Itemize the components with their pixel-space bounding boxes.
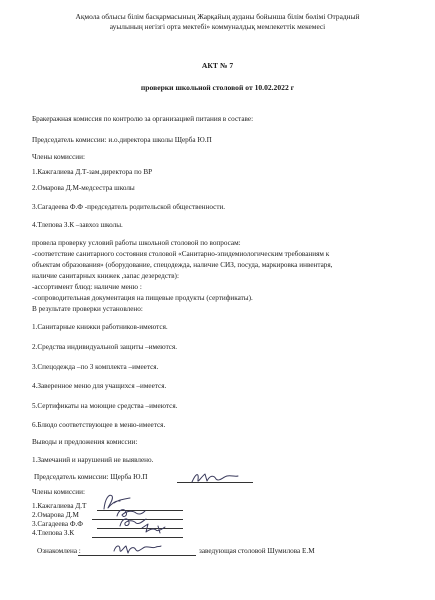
header-line-1: Ақмола облысы білім басқармасының Жарқайың ауданы бойынша білім бөлімі Отрадный xyxy=(75,12,360,21)
chairman-signature-image xyxy=(190,470,240,486)
acquainted-signature-image xyxy=(112,541,162,557)
finding-4: 4.Заверенное меню для учащихся –имеется. xyxy=(32,382,167,390)
member-1: 1.Кажгалиева Д.Т-зам.директора по ВР xyxy=(32,168,153,176)
check-line-3: объектам образования» (оборудование, спецодежда, наличие СИЗ, посуда, маркировка инвентаря, xyxy=(32,261,333,269)
check-line-1: провела проверку условий работы школьной столовой по вопросам: xyxy=(32,239,241,247)
finding-5: 5.Сертификаты на моющие средства –имеются. xyxy=(32,402,178,410)
member-4: 4.Тлепова З.К –завхоз школы. xyxy=(32,221,123,229)
intro-text: Бракеражная комиссия по контролю за организацией питания в составе: xyxy=(32,115,254,123)
signature-member-1-label: 1.Кажгалиева Д.Т xyxy=(32,502,87,510)
chairman-line: Председатель комиссии: и.о.директора школы Щерба Ю.П xyxy=(32,136,212,144)
act-subject: проверки школьной столовой от 10.02.2022 г xyxy=(140,83,295,92)
check-line-4: наличие санитарных книжек ,запас дезередств): xyxy=(32,272,179,280)
members-heading: Члены комиссии: xyxy=(32,153,85,161)
finding-2: 2.Средства индивидуальной защиты –имеются. xyxy=(32,343,178,351)
member-3: 3.Сагадеева Ф.Ф -председатель родительской общественности. xyxy=(32,203,226,211)
member-2: 2.Омарова Д.М-медсестра школы xyxy=(32,184,135,192)
header-line-2: ауылының негізгі орта мектебі» коммуналдық мемлекеттік мекемесі xyxy=(109,22,326,31)
signatures-members-heading: Члены комиссии: xyxy=(32,488,85,496)
check-line-5: -ассортимент блюд: наличие меню : xyxy=(32,283,142,291)
acquainted-person: заведующая столовой Шумилова Е.М xyxy=(199,547,315,555)
chairman-signature-label: Председатель комиссии: Щерба Ю.П xyxy=(34,473,148,481)
act-number: АКТ № 7 xyxy=(201,61,234,70)
finding-3: 3.Спецодежда –по 3 комплекта –имеется. xyxy=(32,363,159,371)
check-line-6: -сопроводительная документация на пищевые продукты (сертификаты). xyxy=(32,294,253,302)
check-line-7: В результате проверки установлено: xyxy=(32,305,143,313)
signature-member-4-image xyxy=(140,520,170,536)
signature-member-4-label: 4.Тлепова З.К xyxy=(32,529,75,537)
finding-1: 1.Санитарные книжки работников-имеются. xyxy=(32,323,168,331)
acquainted-label: Ознакомлена : xyxy=(37,547,81,555)
signature-member-4-line xyxy=(92,537,183,538)
check-line-2: -соответствие санитарного состояния столовой «Санитарно-эпидемиологическим требованиям к xyxy=(32,250,330,258)
signature-member-2-label: 2.Омарова Д.М xyxy=(32,511,79,519)
conclusions-heading: Выводы и предложения комиссии: xyxy=(32,438,138,446)
conclusion-text: 1.Замечаний и нарушений не выявлено. xyxy=(32,456,154,464)
finding-6: 6.Блюдо соответствующее в меню-имеется. xyxy=(32,421,166,429)
signature-member-3-label: 3.Сагадеева Ф.Ф xyxy=(32,520,83,528)
